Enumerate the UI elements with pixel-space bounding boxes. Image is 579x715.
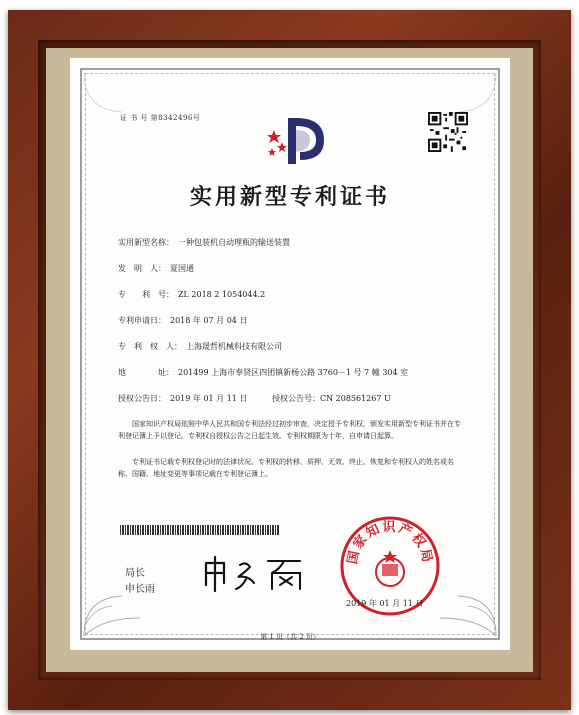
director-signature-icon bbox=[200, 553, 320, 593]
record-statement: 专利证书记载专利权登记时的法律状况。专利权的转移、质押、无效、终止、恢复和专利权人的姓名或名称、国籍、地址变更等事项记载在专利登记簿上。 bbox=[118, 458, 454, 478]
director-name: 申长雨 bbox=[125, 584, 155, 595]
seal-text: 国家知识产权局 bbox=[345, 519, 435, 566]
director-title: 局长 bbox=[125, 568, 145, 579]
qr-code-icon bbox=[428, 112, 468, 152]
announcement-number: 授权公告号：CN 208561267 U bbox=[271, 394, 391, 403]
corner-ornament-icon bbox=[438, 578, 498, 638]
field-patentee: 专 利 权 人： 上海晟哲机械科技有限公司 bbox=[118, 342, 282, 351]
field-application-date: 专利申请日： 2018 年 07 月 04 日 bbox=[118, 316, 248, 325]
field-address: 地 址： 201499 上海市奉贤区四团镇新杨公路 3760－1 号 7 幢 304 室 bbox=[118, 368, 409, 377]
barcode bbox=[120, 525, 280, 535]
certificate-title: 实用新型专利证书 bbox=[189, 184, 390, 210]
field-utility-name: 实用新型名称： 一种包装机自动理瓶的输送装置 bbox=[118, 238, 290, 247]
field-patent-number: 专 利 号： ZL 2018 2 1054044.2 bbox=[118, 290, 266, 299]
grant-statement: 国家知识产权局依照中华人民共和国专利法经过初步审查，决定授予专利权，颁发实用新型专利证书并在专利登记簿上予以登记。专利权自授权公告之日起生效。专利权期限为十年，自申请日起算。 bbox=[118, 420, 461, 440]
certificate-number: 证 书 号 第8342496号 bbox=[120, 114, 201, 122]
seal-date: 2019 年 01 月 11 日 bbox=[346, 599, 424, 608]
cnipa-logo-icon bbox=[266, 112, 326, 168]
field-inventor: 发 明 人： 夏国通 bbox=[118, 264, 194, 273]
page-number: 第 1 页（共 2 页） bbox=[260, 633, 320, 641]
certificate-paper bbox=[70, 58, 510, 650]
field-grant-date: 授权公告日： 2019 年 01 月 11 日 授权公告号：CN 208561267 U bbox=[118, 394, 391, 403]
